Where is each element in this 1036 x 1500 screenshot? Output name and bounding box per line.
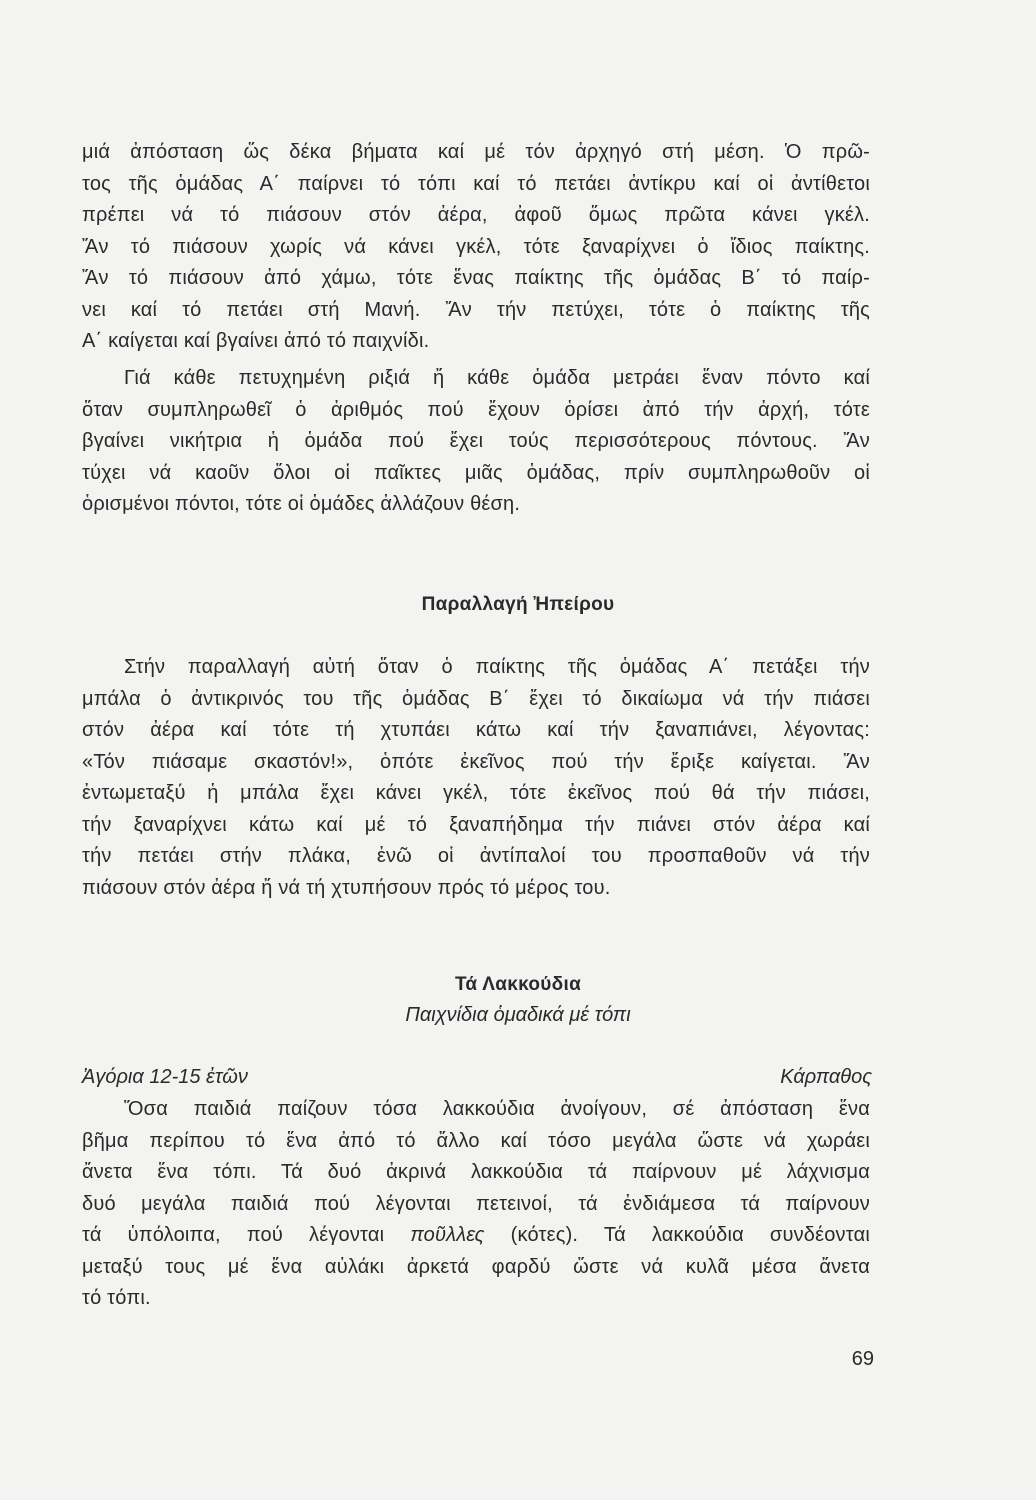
text-line: Στήν παραλλαγή αὐτή ὅταν ὁ παίκτης τῆς ὁμάδας Α΄ πετάξει τήν xyxy=(124,656,870,678)
text-line: Ὅσα παιδιά παίζουν τόσα λακκούδια ἀνοίγουν, σέ ἀπόσταση ἕνα xyxy=(124,1098,870,1120)
line-segment: (κότες). Τά λακκούδια συνδέονται xyxy=(484,1224,870,1246)
text-line: δυό μεγάλα παιδιά πού λέγονται πετεινοί, τά ἐνδιάμεσα τά παίρνουν xyxy=(82,1192,870,1215)
text-line: ἄνετα ἕνα τόπι. Τά δυό ἀκρινά λακκούδια τά παίρνουν μέ λάχνισμα xyxy=(82,1161,870,1183)
audience-label: Ἀγόρια 12-15 ἐτῶν xyxy=(82,1066,248,1088)
text-line: Α΄ καίγεται καί βγαίνει ἀπό τό παιχνίδι. xyxy=(82,330,430,352)
text-line: νει καί τό πετάει στή Μανή. Ἄν τήν πετύχει, τότε ὁ παίκτης τῆς xyxy=(82,298,870,321)
text-line: μιά ἀπόσταση ὥς δέκα βήματα καί μέ τόν ἀρχηγό στή μέση. Ὁ πρῶ- xyxy=(82,141,870,163)
text-line: πιάσουν στόν ἀέρα ἤ νά τή χτυπήσουν πρός τό μέρος του. xyxy=(82,876,611,899)
section-title-epirus: Παραλλαγή Ἠπείρου xyxy=(421,594,615,615)
text-line: ὁρισμένοι πόντοι, τότε οἱ ὁμάδες ἀλλάζουν θέση. xyxy=(82,493,521,515)
text-line: Γιά κάθε πετυχημένη ριξιά ἤ κάθε ὁμάδα μετράει ἕναν πόντο καί xyxy=(124,367,870,389)
text-line: μπάλα ὁ ἀντικρινός του τῆς ὁμάδας Β΄ ἔχει τό δικαίωμα νά τήν πιάσει xyxy=(82,687,870,710)
text-line: τήν πετάει στήν πλάκα, ἐνῶ οἱ ἀντίπαλοί του προσπαθοῦν νά τήν xyxy=(82,845,870,867)
text-line: βγαίνει νικήτρια ἡ ὁμάδα πού ἔχει τούς περισσότερους πόντους. Ἄν xyxy=(82,430,870,452)
text-line: ἐντωμεταξύ ἡ μπάλα ἔχει κάνει γκέλ, τότε ἐκεῖνος πού θά τήν πιάσει, xyxy=(82,782,870,804)
text-line: τήν ξαναρίχνει κάτω καί μέ τό ξαναπήδημα τήν πιάνει στόν ἀέρα καί xyxy=(82,813,870,836)
text-line: στόν ἀέρα καί τότε τή χτυπάει κάτω καί τήν ξαναπιάνει, λέγοντας: xyxy=(82,719,870,741)
section-subtitle-lakkoudia: Παιχνίδια ὁμαδικά μέ τόπι xyxy=(405,1004,631,1026)
page-number: 69 xyxy=(851,1348,874,1370)
text-line: τό τόπι. xyxy=(82,1287,151,1309)
text-line: βῆμα περίπου τό ἕνα ἀπό τό ἄλλο καί τόσο μεγάλα ὥστε νά χωράει xyxy=(82,1129,870,1152)
section-title-lakkoudia: Τά Λακκούδια xyxy=(454,974,582,995)
text-line: τύχει νά καοῦν ὅλοι οἱ παῖκτες μιᾶς ὁμάδας, πρίν συμπληρωθοῦν οἱ xyxy=(82,461,870,484)
italic-term: ποῦλλες xyxy=(410,1224,485,1246)
location-label: Κάρπαθος xyxy=(780,1066,872,1088)
text-line: Ἄν τό πιάσουν χωρίς νά κάνει γκέλ, τότε ξαναρίχνει ὁ ἴδιος παίκτης. xyxy=(82,235,870,258)
game-meta-row xyxy=(82,1066,872,1089)
text-line xyxy=(82,1220,870,1252)
scoring-paragraph xyxy=(82,363,870,521)
text-line: μεταξύ τους μέ ἕνα αὐλάκι ἀρκετά φαρδύ ὥστε νά κυλᾶ μέσα ἄνετα xyxy=(82,1255,870,1278)
lakkoudia-paragraph xyxy=(82,1094,870,1315)
intro-paragraph xyxy=(82,137,870,358)
epirus-paragraph xyxy=(82,652,870,904)
text-line: ὅταν συμπληρωθεῖ ὁ ἀριθμός πού ἔχουν ὁρίσει ἀπό τήν ἀρχή, τότε xyxy=(82,398,870,421)
text-line: τος τῆς ὁμάδας Α΄ παίρνει τό τόπι καί τό πετάει ἀντίκρυ καί οἱ ἀντίθετοι xyxy=(82,172,870,195)
text-line: «Τόν πιάσαμε σκαστόν!», ὁπότε ἐκεῖνος πού τήν ἔριξε καίγεται. Ἄν xyxy=(82,750,870,773)
text-line: Ἄν τό πιάσουν ἀπό χάμω, τότε ἕνας παίκτης τῆς ὁμάδας Β΄ τό παίρ- xyxy=(82,267,870,289)
line-segment: τά ὑπόλοιπα, πού λέγονται xyxy=(82,1224,411,1246)
text-line: πρέπει νά τό πιάσουν στόν ἀέρα, ἀφοῦ ὅμως πρῶτα κάνει γκέλ. xyxy=(82,204,870,226)
